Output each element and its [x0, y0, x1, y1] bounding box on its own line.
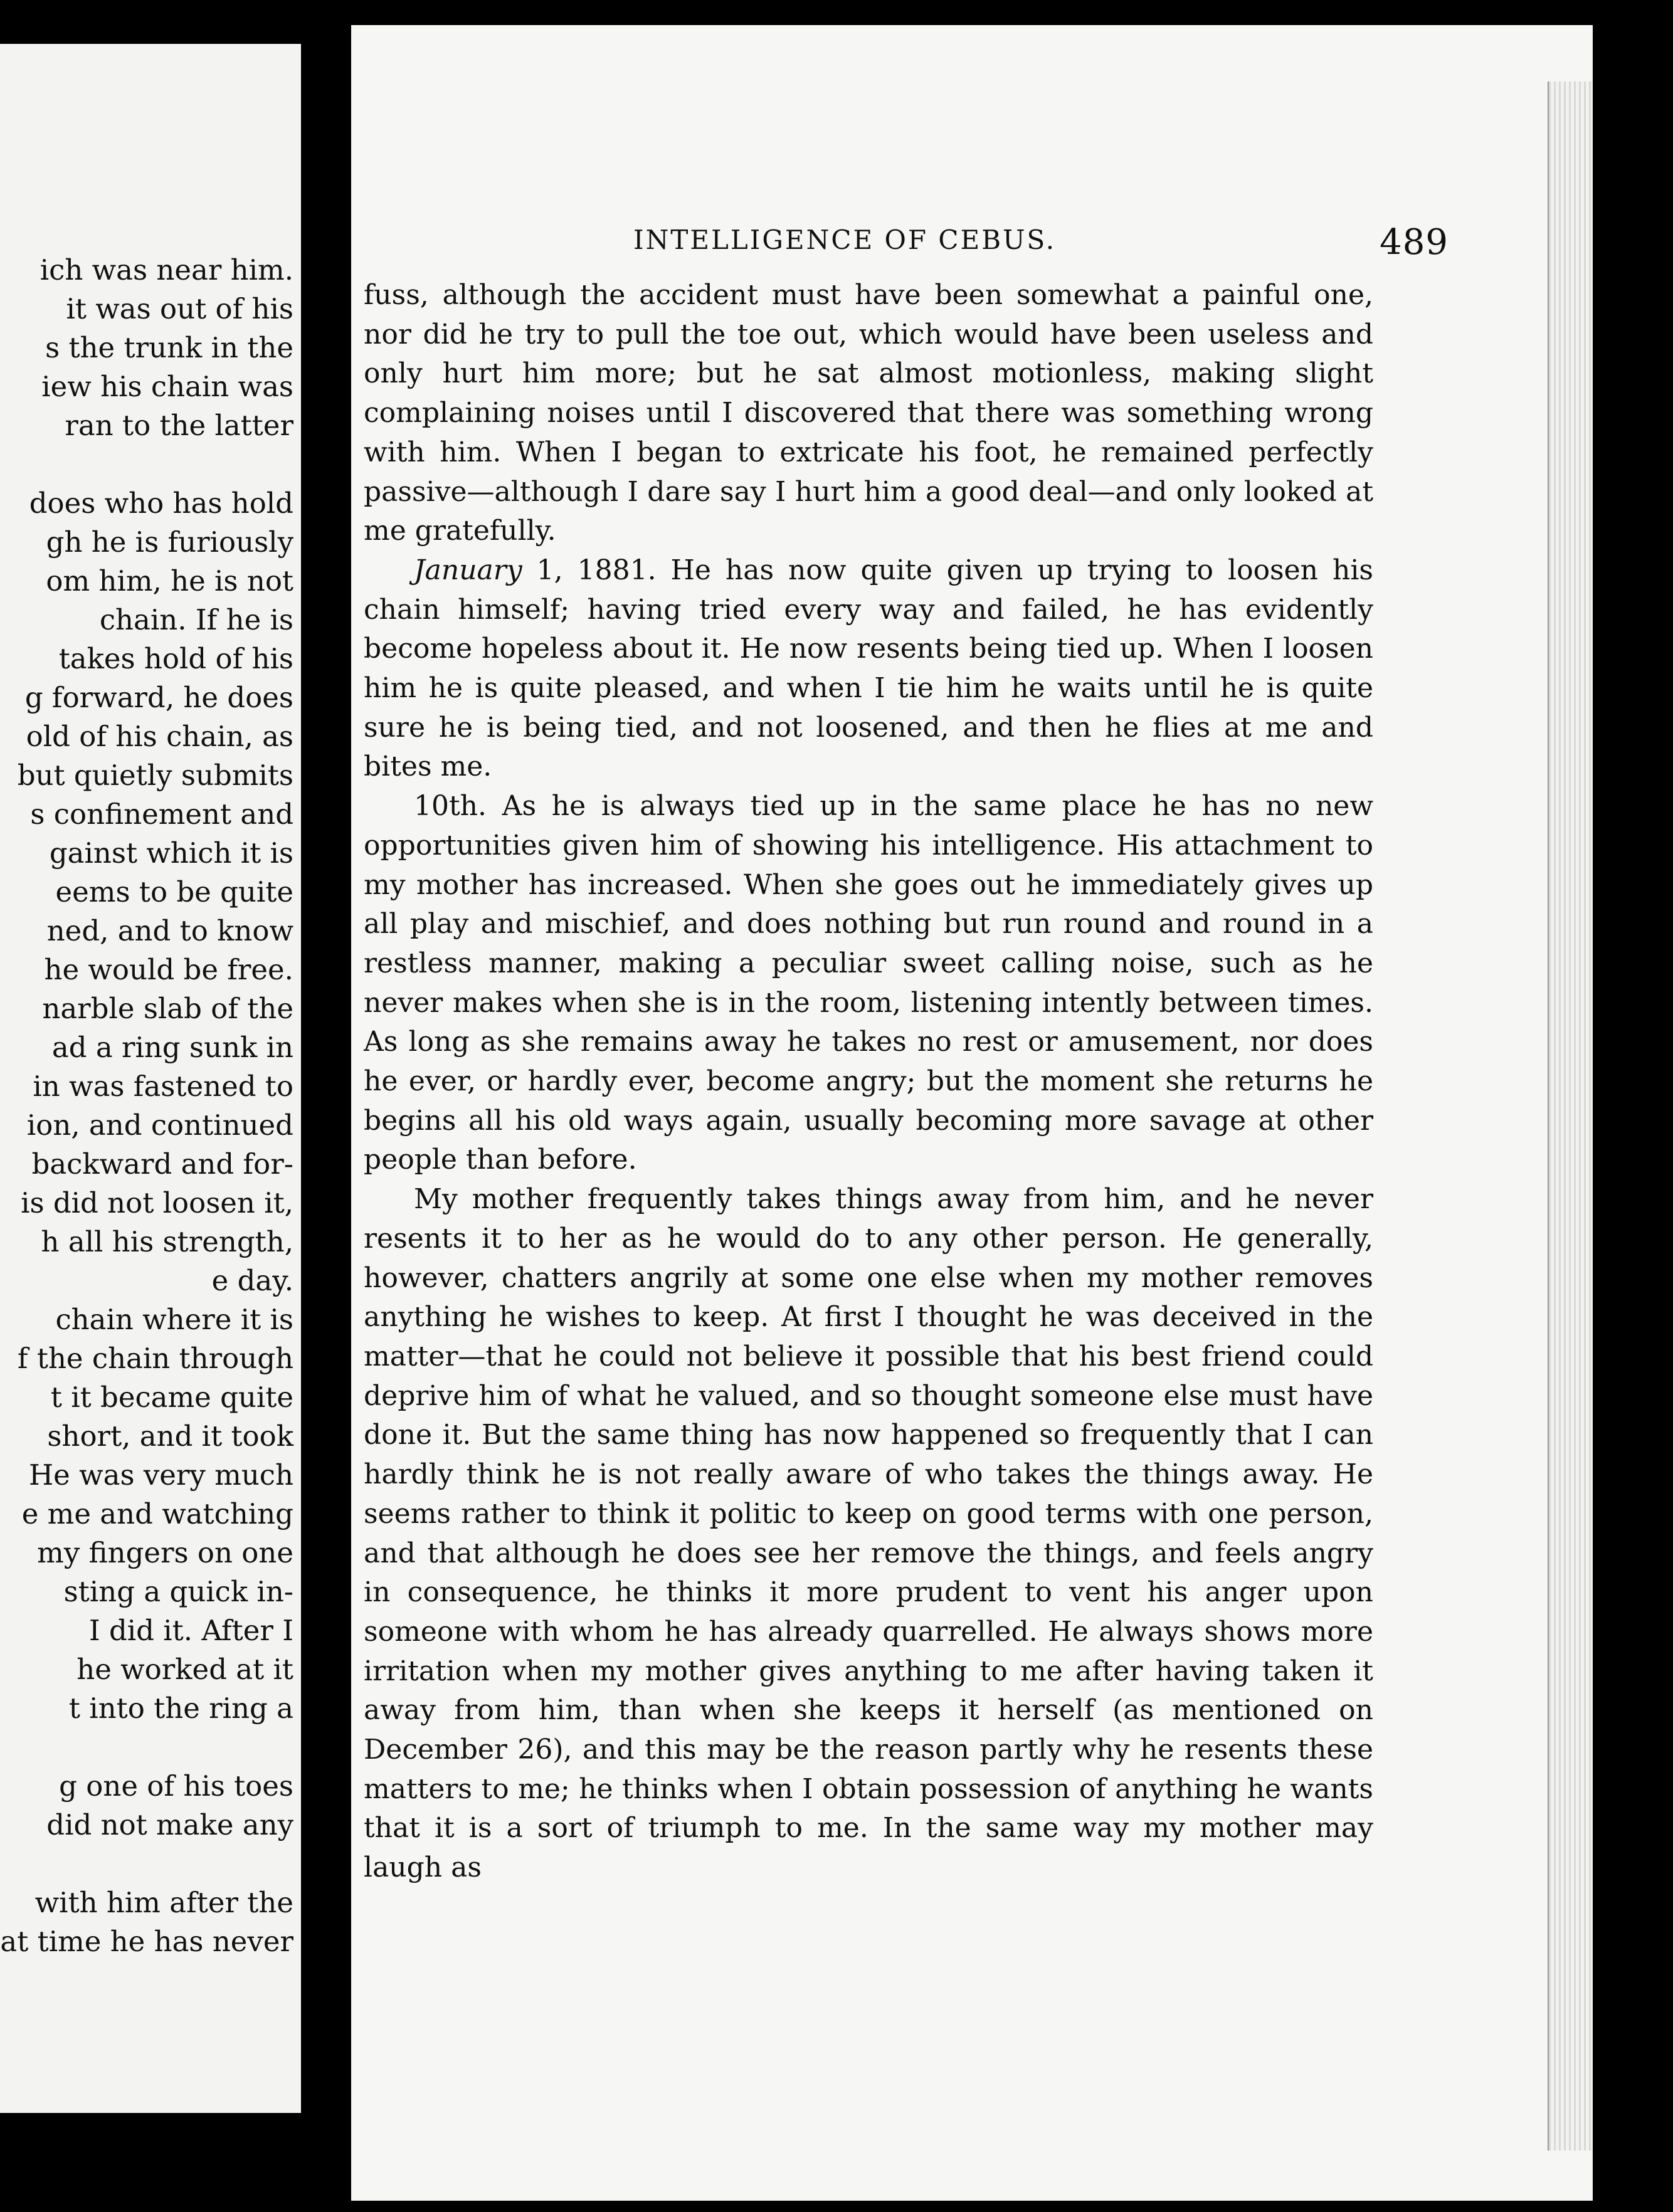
left-page-line: om him, he is not [46, 564, 293, 598]
left-page-line: ned, and to know [46, 914, 293, 947]
left-page-line: s confinement and [30, 798, 293, 831]
paragraph-2-date: January [414, 554, 522, 586]
left-page-line: h all his strength, [41, 1225, 293, 1258]
left-page-line: ion, and continued [26, 1109, 293, 1142]
left-page-line: short, and it took [47, 1419, 293, 1453]
left-page-line: g one of his toes [59, 1769, 293, 1803]
paragraph-4: My mother frequently takes things away from him, and he never resents it to her as he would do to any other person. He generally, however, chatters angrily at some one else when my mother removes anything he wishes to keep. At first I thought he was deceived in the matter—that he could not believe it possible that his best friend could deprive him of what he valued, and so thought someone else must have done it. But the same thing has now happened so frequently that I can hardly think he is not really aware of who takes the things away. He seems rather to think it politic to keep on good terms with one person, and that although he does see her remove the things, and feels angry in consequence, he thinks it more prudent to vent his anger upon someone with whom he has already quarrelled. He always shows more irritation when my mother gives anything to me after having taken it away from him, than when she keeps it herself (as mentioned on December 26), and this may be the reason partly why he resents these matters to me; he thinks when I obtain possession of anything he wants that it is a sort of triumph to me. In the same way my mother may laugh as [364, 1183, 1373, 1884]
left-page-line: it was out of his [66, 292, 293, 325]
paragraph-3: 10th. As he is always tied up in the same place he has no new opportunities given him of showing his intelligence. His attachment to my mother has increased. When she goes out he immediately gives up all play and mischief, and does nothing but run round and round in a restless manner, making a peculiar sweet calling noise, such as he never makes when she is in the room, listening intently between times. As long as she remains away he takes no rest or amusement, nor does he ever, or hardly ever, become angry; but the moment she returns he begins all his old ways again, usually becoming more savage at other people than before. [364, 790, 1373, 1176]
left-page-line: e me and watching [21, 1497, 293, 1530]
left-page-line: he worked at it [77, 1653, 293, 1686]
left-page-line: in was fastened to [33, 1070, 293, 1103]
left-page-blank-line [0, 1845, 293, 1883]
left-page-line: ran to the latter [65, 409, 293, 442]
left-page-blank-line [0, 445, 293, 484]
left-page-line: t it became quite [50, 1381, 293, 1414]
page-number: 489 [1380, 222, 1449, 263]
left-page-line: old of his chain, as [26, 720, 293, 753]
page-edges [1548, 82, 1593, 2151]
left-page-line: s the trunk in the [45, 331, 293, 364]
left-page-line: with him after the [34, 1886, 293, 1919]
paragraph-1: fuss, although the accident must have been somewhat a painful one, nor did he try to pull the toe out, which would have been useless and only hurt him more; but he sat almost motionless, making slight complaining noises until I discovered that there was something wrong with him. When I began to extricate his foot, he remained perfectly passive—although I dare say I hurt him a good deal—and only looked at me gratefully. [364, 279, 1373, 547]
left-page-line: sting a quick in- [63, 1575, 293, 1608]
left-page-line: narble slab of the [42, 992, 293, 1025]
running-title: INTELLIGENCE OF CEBUS. [633, 224, 1057, 255]
left-page-line: I did it. After I [88, 1614, 293, 1647]
left-page-line: t into the ring a [68, 1692, 293, 1725]
left-page-line: He was very much [28, 1458, 293, 1492]
left-page-line: gainst which it is [49, 836, 293, 870]
left-page-line: chain. If he is [99, 603, 293, 636]
left-page-line: is did not loosen it, [21, 1186, 293, 1219]
left-page-line: does who has hold [29, 487, 293, 520]
left-page-text [0, 251, 293, 1961]
left-page-line: backward and for- [31, 1147, 293, 1181]
left-page-line: ad a ring sunk in [51, 1031, 293, 1064]
left-page-line: g forward, he does [24, 681, 293, 714]
left-page-line: iew his chain was [41, 370, 293, 403]
left-page-line: takes hold of his [58, 642, 293, 675]
left-page-line: ich was near him. [40, 253, 293, 287]
paragraph-2 [364, 551, 1373, 787]
left-page-line: chain where it is [55, 1303, 293, 1336]
running-header [633, 224, 1449, 268]
paragraph-2-text: 1, 1881. He has now quite given up trying to loosen his chain himself; having tried every way and failed, he has evidently become hopeless about it. He now resents being tied up. When I loosen him he is quite pleased, and when I tie him he waits until he is quite sure he is being tied, and not loosened, and then he flies at me and bites me. [364, 554, 1373, 783]
left-page-line: eems to be quite [55, 875, 293, 908]
left-page-line: f the chain through [17, 1342, 293, 1375]
left-page-line: e day. [211, 1264, 293, 1297]
left-page-line: at time he has never [0, 1925, 293, 1958]
left-page-blank-line [0, 1728, 293, 1767]
page-body [364, 276, 1373, 1888]
left-page-line: but quietly submits [17, 759, 293, 792]
left-page-fragment [0, 44, 301, 2113]
right-page [351, 25, 1593, 2201]
left-page-line: gh he is furiously [46, 525, 293, 559]
book-gutter [301, 0, 351, 2212]
left-page-line: he would be free. [44, 953, 293, 986]
left-page-line: my fingers on one [37, 1536, 293, 1569]
left-page-line: did not make any [46, 1808, 293, 1841]
